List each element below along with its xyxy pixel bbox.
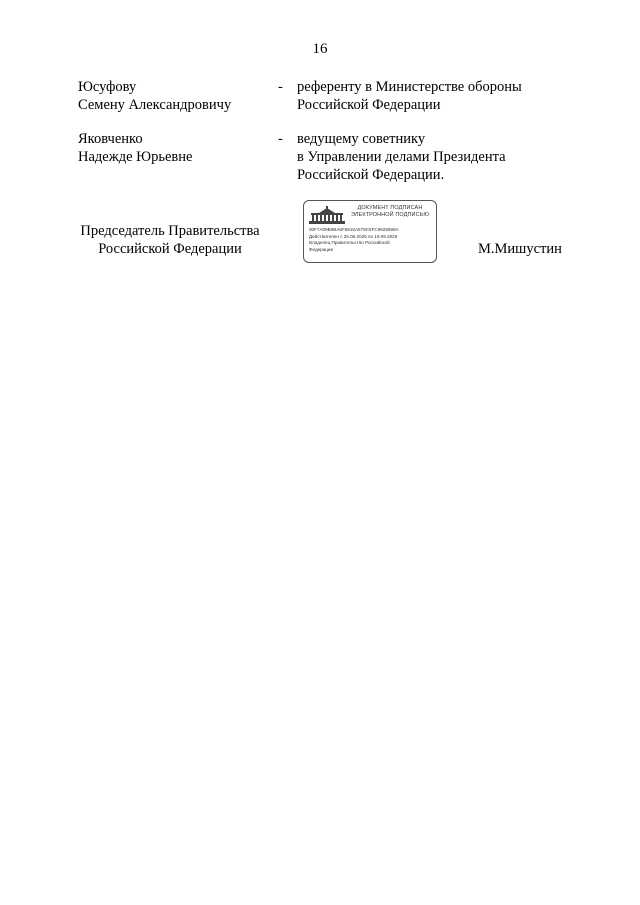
signatory-title-line: Председатель Правительства	[80, 223, 260, 239]
name-line: Надежде Юрьевне	[78, 149, 193, 165]
entry-dash: -	[278, 79, 283, 95]
government-building-icon	[309, 206, 345, 224]
stamp-header-line: ЭЛЕКТРОННОЙ ПОДПИСЬЮ	[350, 212, 430, 218]
name-line: Семену Александровичу	[78, 97, 232, 113]
signatory-title	[70, 222, 270, 258]
appointment-entry	[78, 78, 578, 118]
stamp-owner-line: Владелец Правительство Российской	[309, 240, 390, 245]
position-line: референту в Министерстве обороны	[297, 79, 522, 95]
entry-person-name	[78, 78, 278, 114]
name-line: Яковченко	[78, 131, 143, 147]
entry-position	[297, 130, 597, 184]
position-line: Российской Федерации.	[297, 167, 445, 183]
entry-dash: -	[278, 131, 283, 147]
stamp-details	[309, 227, 435, 253]
signer-name: М.Мишустин	[478, 241, 562, 257]
stamp-header-line: ДОКУМЕНТ ПОДПИСАН	[357, 205, 423, 211]
name-line: Юсуфову	[78, 79, 137, 95]
entry-position	[297, 78, 597, 114]
position-line: Российской Федерации	[297, 97, 441, 113]
position-line: в Управлении делами Президента	[297, 149, 506, 165]
stamp-certificate: 00F7A09B0BA6F6915A579C5FC9625989A	[309, 227, 399, 232]
signatory-title-line: Российской Федерации	[98, 241, 242, 257]
stamp-header	[346, 205, 434, 219]
electronic-signature-stamp	[303, 200, 437, 263]
position-line: ведущему советнику	[297, 131, 426, 147]
stamp-validity: Действителен с 25.06.2025 по 19.09.2026	[309, 233, 398, 239]
stamp-owner-line: Федерации	[309, 246, 334, 252]
page-number: 16	[312, 41, 328, 57]
entry-person-name	[78, 130, 278, 166]
appointment-entry	[78, 130, 578, 186]
